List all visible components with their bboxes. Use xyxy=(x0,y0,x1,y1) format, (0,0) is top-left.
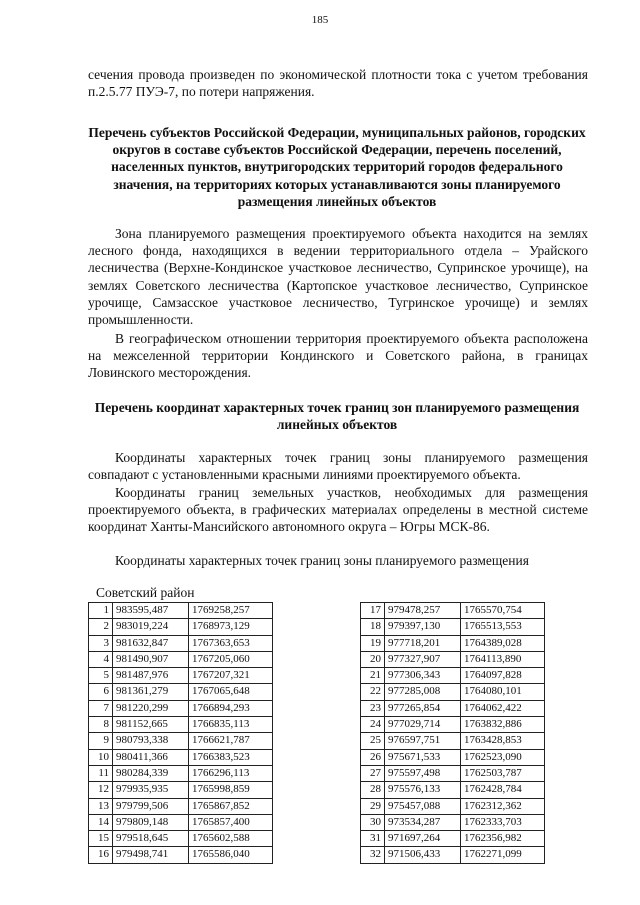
table-row xyxy=(89,635,273,651)
table-row xyxy=(361,684,545,700)
coordinate-x: 979935,935 xyxy=(113,782,189,798)
point-number: 22 xyxy=(361,684,385,700)
coordinate-x: 975597,498 xyxy=(385,765,461,781)
paragraph-coordinates-land-plots: Координаты границ земельных участков, необходимых для размещения проектируемого объекта, в графических материалах определены в местной системе координат Ханты-Мансийского автономного округа – Югры МСК-86. xyxy=(88,485,588,535)
coordinate-y: 1765857,400 xyxy=(189,814,273,830)
point-number: 15 xyxy=(89,831,113,847)
heading-subjects-list: Перечень субъектов Российской Федерации, муниципальных районов, городских округов в составе субъектов Российской Федерации, перечень поселений, населенных пунктов, внутригородских территорий городов федерального значения, на территориях которых устанавливаются зоны планируемого размещения линейных объектов xyxy=(88,125,586,209)
table-row xyxy=(361,651,545,667)
table-row xyxy=(361,717,545,733)
coordinate-y: 1765998,859 xyxy=(189,782,273,798)
point-number: 30 xyxy=(361,814,385,830)
coordinate-y: 1765602,588 xyxy=(189,831,273,847)
point-number: 24 xyxy=(361,717,385,733)
point-number: 10 xyxy=(89,749,113,765)
coordinate-x: 971506,433 xyxy=(385,847,461,863)
coordinate-y: 1766296,113 xyxy=(189,765,273,781)
table-row xyxy=(361,619,545,635)
coordinate-x: 981487,976 xyxy=(113,668,189,684)
table-row xyxy=(361,733,545,749)
table-row xyxy=(89,814,273,830)
coordinate-y: 1762428,784 xyxy=(461,782,545,798)
coordinate-x: 975671,533 xyxy=(385,749,461,765)
coordinate-y: 1762333,703 xyxy=(461,814,545,830)
paragraph-geography: В географическом отношении территория проектируемого объекта расположена на межселенной территории Кондинского и Советского района, в границах Ловинского месторождения. xyxy=(88,331,588,381)
coordinate-x: 979809,148 xyxy=(113,814,189,830)
table-row xyxy=(361,765,545,781)
coordinate-y: 1765513,553 xyxy=(461,619,545,635)
coordinate-x: 977306,343 xyxy=(385,668,461,684)
coordinate-x: 981632,847 xyxy=(113,635,189,651)
point-number: 6 xyxy=(89,684,113,700)
point-number: 32 xyxy=(361,847,385,863)
coordinate-y: 1765570,754 xyxy=(461,603,545,619)
coordinate-x: 977265,854 xyxy=(385,700,461,716)
table-row xyxy=(89,782,273,798)
point-number: 17 xyxy=(361,603,385,619)
table-row xyxy=(361,749,545,765)
table-row xyxy=(361,831,545,847)
district-label: Советский район xyxy=(96,585,195,600)
point-number: 5 xyxy=(89,668,113,684)
coordinate-y: 1764062,422 xyxy=(461,700,545,716)
coordinate-x: 979498,741 xyxy=(113,847,189,863)
point-number: 13 xyxy=(89,798,113,814)
coordinate-y: 1765586,040 xyxy=(189,847,273,863)
table-row xyxy=(89,733,273,749)
coordinate-x: 981490,907 xyxy=(113,651,189,667)
point-number: 14 xyxy=(89,814,113,830)
coordinate-x: 979478,257 xyxy=(385,603,461,619)
coordinate-x: 979518,645 xyxy=(113,831,189,847)
coordinate-x: 977285,008 xyxy=(385,684,461,700)
point-number: 29 xyxy=(361,798,385,814)
coordinate-x: 981361,279 xyxy=(113,684,189,700)
coordinate-y: 1762523,090 xyxy=(461,749,545,765)
table-row xyxy=(361,814,545,830)
coordinate-y: 1768973,129 xyxy=(189,619,273,635)
coordinate-y: 1769258,257 xyxy=(189,603,273,619)
table-row xyxy=(89,798,273,814)
coordinate-x: 977718,201 xyxy=(385,635,461,651)
point-number: 28 xyxy=(361,782,385,798)
point-number: 12 xyxy=(89,782,113,798)
coordinate-y: 1762271,099 xyxy=(461,847,545,863)
table-row xyxy=(89,619,273,635)
point-number: 20 xyxy=(361,651,385,667)
coordinate-y: 1764080,101 xyxy=(461,684,545,700)
coordinate-x: 973534,287 xyxy=(385,814,461,830)
point-number: 25 xyxy=(361,733,385,749)
coordinate-y: 1767363,653 xyxy=(189,635,273,651)
heading-coordinates-list: Перечень координат характерных точек границ зон планируемого размещения линейных объектов xyxy=(94,400,580,433)
coordinate-x: 977029,714 xyxy=(385,717,461,733)
table-row xyxy=(361,847,545,863)
coordinate-x: 980284,339 xyxy=(113,765,189,781)
table-row xyxy=(361,635,545,651)
point-number: 2 xyxy=(89,619,113,635)
table-row xyxy=(89,700,273,716)
paragraph-coordinates-red-lines: Координаты характерных точек границ зоны планируемого размещения совпадают с установленными красными линиями проектируемого объекта. xyxy=(88,450,588,483)
coordinate-y: 1764389,028 xyxy=(461,635,545,651)
point-number: 21 xyxy=(361,668,385,684)
point-number: 3 xyxy=(89,635,113,651)
table-row xyxy=(361,782,545,798)
coordinates-table-left xyxy=(88,602,273,864)
point-number: 26 xyxy=(361,749,385,765)
point-number: 1 xyxy=(89,603,113,619)
point-number: 16 xyxy=(89,847,113,863)
coordinate-y: 1766894,293 xyxy=(189,700,273,716)
coordinate-x: 979397,130 xyxy=(385,619,461,635)
coordinate-x: 976597,751 xyxy=(385,733,461,749)
point-number: 31 xyxy=(361,831,385,847)
table-row xyxy=(89,765,273,781)
coordinate-y: 1767205,060 xyxy=(189,651,273,667)
table-row xyxy=(89,651,273,667)
coordinate-y: 1762503,787 xyxy=(461,765,545,781)
point-number: 27 xyxy=(361,765,385,781)
coordinate-y: 1762312,362 xyxy=(461,798,545,814)
coordinate-x: 977327,907 xyxy=(385,651,461,667)
coordinate-y: 1766835,113 xyxy=(189,717,273,733)
table-row xyxy=(89,603,273,619)
coordinate-x: 983595,487 xyxy=(113,603,189,619)
coordinate-x: 981220,299 xyxy=(113,700,189,716)
table-row xyxy=(89,831,273,847)
point-number: 9 xyxy=(89,733,113,749)
coordinates-caption: Координаты характерных точек границ зоны планируемого размещения xyxy=(115,553,529,568)
coordinate-x: 980793,338 xyxy=(113,733,189,749)
intro-paragraph: сечения провода произведен по экономической плотности тока с учетом требования п.2.5.77 ПУЭ-7, по потери напряжения. xyxy=(88,67,588,100)
coordinate-y: 1767207,321 xyxy=(189,668,273,684)
point-number: 11 xyxy=(89,765,113,781)
coordinate-y: 1766383,523 xyxy=(189,749,273,765)
table-row xyxy=(361,668,545,684)
point-number: 23 xyxy=(361,700,385,716)
coordinate-y: 1765867,852 xyxy=(189,798,273,814)
point-number: 8 xyxy=(89,717,113,733)
coordinate-y: 1766621,787 xyxy=(189,733,273,749)
point-number: 19 xyxy=(361,635,385,651)
coordinate-x: 971697,264 xyxy=(385,831,461,847)
table-row xyxy=(361,603,545,619)
coordinate-y: 1762356,982 xyxy=(461,831,545,847)
coordinate-x: 979799,506 xyxy=(113,798,189,814)
coordinate-x: 980411,366 xyxy=(113,749,189,765)
coordinate-x: 983019,224 xyxy=(113,619,189,635)
table-row xyxy=(89,717,273,733)
coordinates-table-right xyxy=(360,602,545,864)
table-row xyxy=(89,749,273,765)
coordinate-y: 1767065,648 xyxy=(189,684,273,700)
page-number: 185 xyxy=(311,14,329,26)
point-number: 4 xyxy=(89,651,113,667)
table-row xyxy=(361,700,545,716)
table-row xyxy=(89,847,273,863)
point-number: 7 xyxy=(89,700,113,716)
table-row xyxy=(89,668,273,684)
coordinate-x: 975576,133 xyxy=(385,782,461,798)
table-row xyxy=(89,684,273,700)
coordinate-x: 981152,665 xyxy=(113,717,189,733)
point-number: 18 xyxy=(361,619,385,635)
coordinate-x: 975457,088 xyxy=(385,798,461,814)
coordinate-y: 1763428,853 xyxy=(461,733,545,749)
coordinate-y: 1763832,886 xyxy=(461,717,545,733)
coordinate-y: 1764097,828 xyxy=(461,668,545,684)
coordinate-y: 1764113,890 xyxy=(461,651,545,667)
paragraph-zone-location: Зона планируемого размещения проектируемого объекта находится на землях лесного фонда, находящихся в ведении территориального отдела – Урайского лесничества (Верхне-Кондинское участковое лесничество, Супринское урочище), на землях Советского лесничества (Картопское участковое лесничество, Супринское урочище, Самзасское участковое лесничество, Тугринское урочище) и землях промышленности. xyxy=(88,226,588,328)
table-row xyxy=(361,798,545,814)
